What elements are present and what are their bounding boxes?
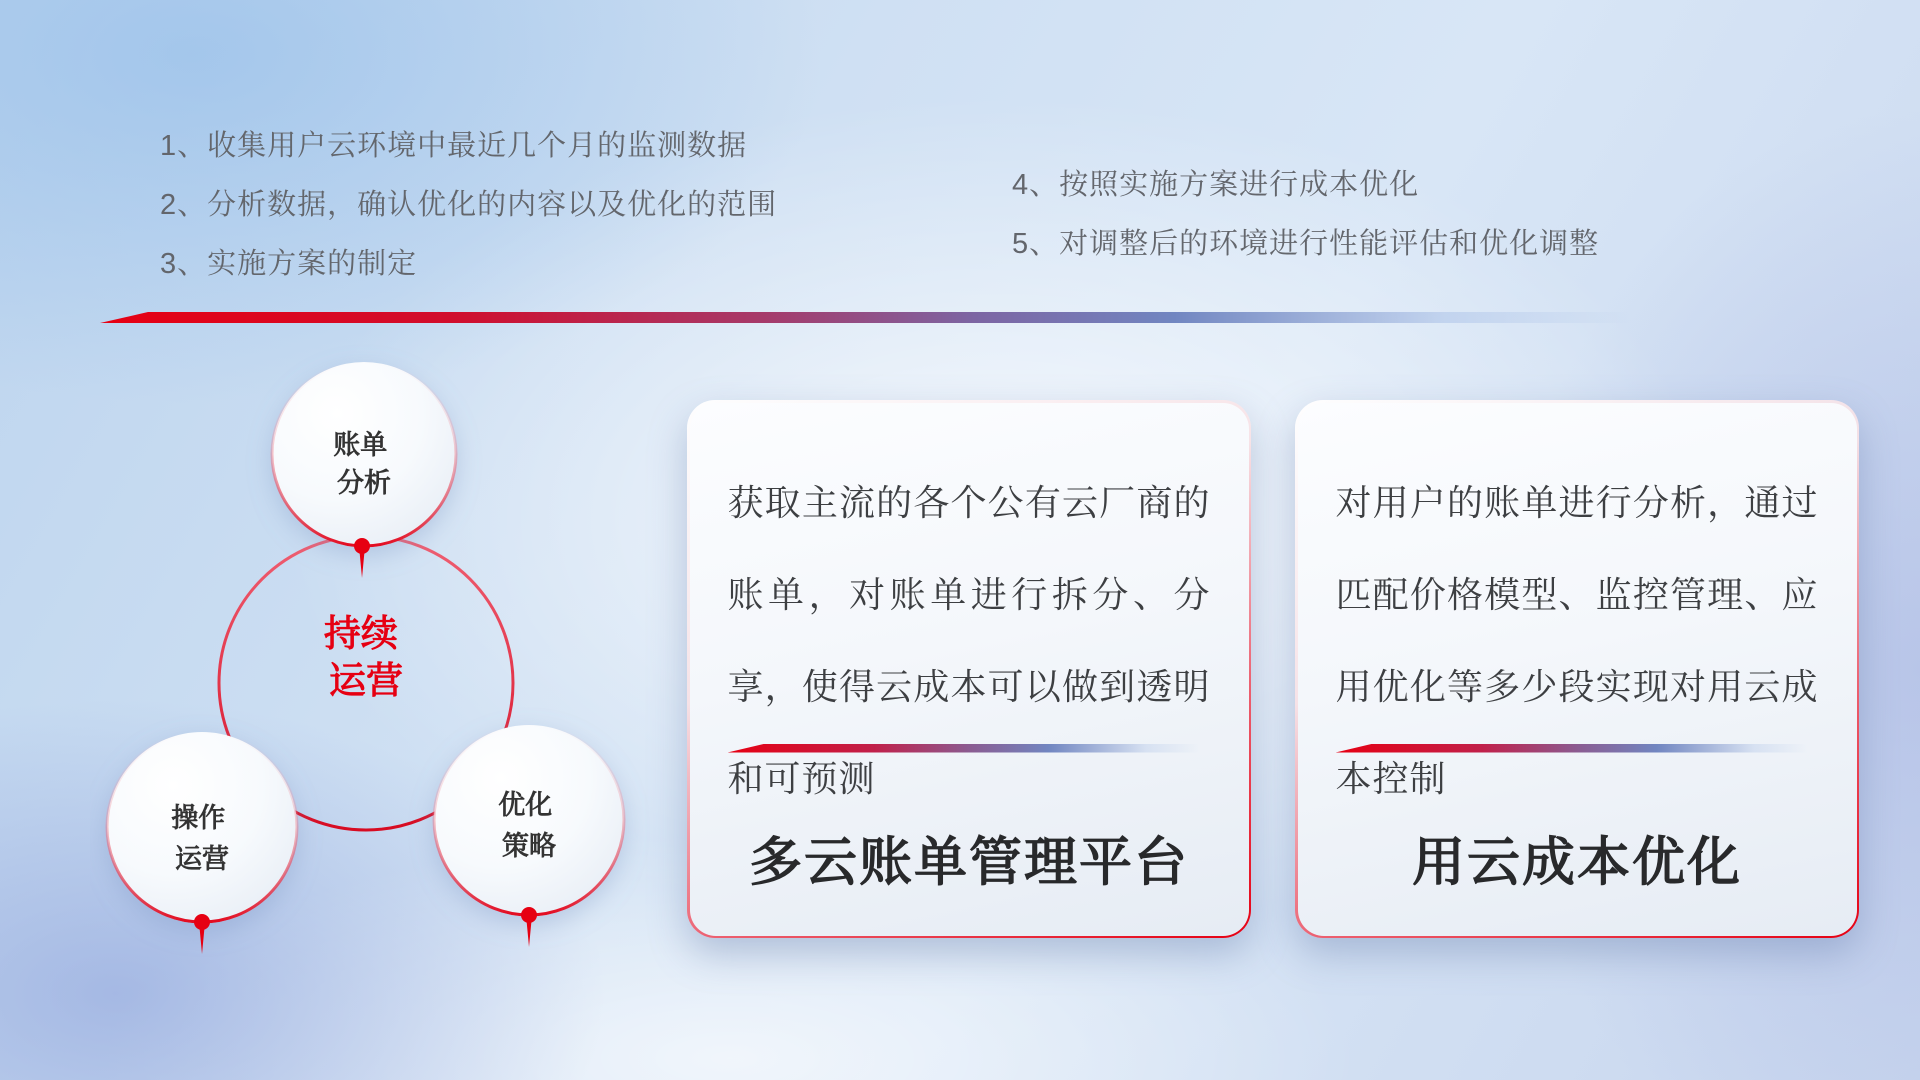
cycle-diagram xyxy=(90,340,650,1000)
card-title: 多云账单管理平台 xyxy=(749,832,1189,892)
cycle-center-line2: 运营 xyxy=(329,659,403,701)
step-item-2: 2、分析数据，确认优化的内容以及优化的范围 xyxy=(160,189,778,221)
card-body-text: 获取主流的各个公有云厂商的账单，对账单进行拆分、分享，使得云成本可以做到透明和可预测 xyxy=(727,481,1211,799)
node-circle xyxy=(434,725,624,915)
cycle-center-line1: 持续 xyxy=(323,612,398,654)
step-item-3: 3、实施方案的制定 xyxy=(160,248,418,280)
node-label-line1: 操作 xyxy=(171,803,226,833)
pin-dot-icon xyxy=(194,914,210,930)
card-inner xyxy=(690,403,1249,936)
divider-swoosh xyxy=(100,312,1680,323)
pin-dot-icon xyxy=(521,907,537,923)
card-cost-optimization xyxy=(1295,400,1859,938)
node-label-line2: 运营 xyxy=(175,844,229,874)
cycle-center-label xyxy=(324,613,408,701)
cycle-node-bill-analysis xyxy=(272,362,456,578)
node-label-line2: 分析 xyxy=(337,468,391,498)
node-label-line1: 账单 xyxy=(333,430,388,460)
step-item-5: 5、对调整后的环境进行性能评估和优化调整 xyxy=(1012,228,1600,260)
cycle-node-strategy xyxy=(434,725,624,947)
card-body-text: 对用户的账单进行分析，通过匹配价格模型、监控管理、应用优化等多少段实现对用云成本控制 xyxy=(1335,481,1819,799)
steps-list-right xyxy=(1012,156,1599,274)
card-title: 用云成本优化 xyxy=(1412,832,1742,892)
cycle-node-operation xyxy=(107,732,297,954)
card-divider-swoosh xyxy=(1336,744,1822,753)
step-item-1: 1、收集用户云环境中最近几个月的监测数据 xyxy=(160,130,748,162)
node-label-line2: 策略 xyxy=(502,831,556,861)
pin-dot-icon xyxy=(354,538,370,554)
card-billing-platform xyxy=(687,400,1251,938)
steps-list-left xyxy=(160,117,777,294)
card-divider-swoosh xyxy=(728,744,1214,753)
node-label-line1: 优化 xyxy=(498,790,553,820)
step-item-4: 4、按照实施方案进行成本优化 xyxy=(1012,169,1420,201)
card-inner xyxy=(1298,403,1857,936)
